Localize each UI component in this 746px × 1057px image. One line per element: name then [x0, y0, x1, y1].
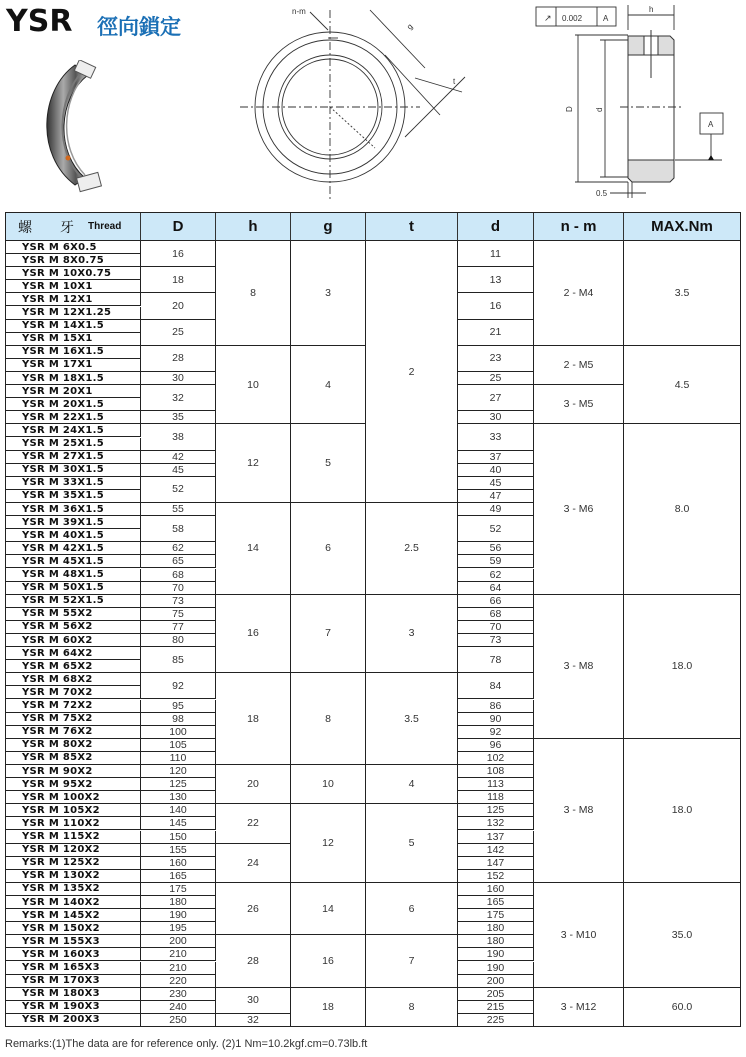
cell-h: 8 [216, 241, 291, 346]
cell-d: 47 [458, 490, 534, 503]
thread-cell: YSR M 72X2 [6, 700, 141, 713]
thread-cell: YSR M 145X2 [6, 909, 141, 922]
thread-cell: YSR M 95X2 [6, 778, 141, 791]
thread-cell: YSR M 64X2 [6, 647, 141, 660]
cell-g: 10 [291, 765, 366, 804]
cell-D: 165 [141, 870, 216, 883]
cell-d: 205 [458, 988, 534, 1001]
cell-d: 37 [458, 451, 534, 464]
cell-d: 90 [458, 713, 534, 726]
cell-nm: 3 - M5 [534, 385, 624, 424]
thread-cell: YSR M 85X2 [6, 752, 141, 765]
cell-D: 55 [141, 503, 216, 516]
cell-D: 98 [141, 713, 216, 726]
cell-d: 180 [458, 922, 534, 935]
thread-cell: YSR M 76X2 [6, 726, 141, 739]
cell-d: 30 [458, 411, 534, 424]
cell-D: 200 [141, 935, 216, 948]
thread-cell: YSR M 190X3 [6, 1001, 141, 1014]
cell-g: 18 [291, 988, 366, 1027]
thread-cell: YSR M 42X1.5 [6, 542, 141, 555]
cell-g: 8 [291, 673, 366, 765]
thread-label-en: Thread [88, 221, 122, 232]
cell-d: 25 [458, 372, 534, 385]
cell-D: 145 [141, 817, 216, 830]
cell-h: 32 [216, 1014, 291, 1027]
cell-D: 220 [141, 975, 216, 988]
cell-D: 42 [141, 451, 216, 464]
cell-D: 180 [141, 896, 216, 909]
thread-label-cn: 螺 牙 [18, 218, 74, 235]
thread-cell: YSR M 33X1.5 [6, 477, 141, 490]
cell-d: 165 [458, 896, 534, 909]
cell-d: 225 [458, 1014, 534, 1027]
thread-cell: YSR M 105X2 [6, 804, 141, 817]
thread-cell: YSR M 80X2 [6, 739, 141, 752]
cell-d: 16 [458, 293, 534, 319]
cell-D: 28 [141, 346, 216, 372]
cell-t: 2 [366, 241, 458, 503]
cell-D: 150 [141, 831, 216, 844]
thread-cell: YSR M 115X2 [6, 831, 141, 844]
cell-D: 95 [141, 700, 216, 713]
cell-d: 66 [458, 595, 534, 608]
thread-cell: YSR M 200X3 [6, 1014, 141, 1027]
cell-D: 100 [141, 726, 216, 739]
thread-cell: YSR M 27X1.5 [6, 451, 141, 464]
cell-d: 190 [458, 948, 534, 961]
cell-D: 85 [141, 647, 216, 673]
thread-cell: YSR M 25X1.5 [6, 438, 141, 451]
cell-d: 160 [458, 883, 534, 896]
cell-D: 140 [141, 804, 216, 817]
product-subtitle: 徑向鎖定 [97, 15, 181, 39]
cell-D: 92 [141, 673, 216, 699]
cell-d: 13 [458, 267, 534, 293]
cell-max: 18.0 [624, 595, 740, 739]
thread-cell: YSR M 24X1.5 [6, 424, 141, 437]
tolerance-value: 0.002 [562, 14, 583, 23]
cell-t: 6 [366, 883, 458, 935]
datum-A-label: A [708, 120, 714, 129]
thread-cell: YSR M 45X1.5 [6, 555, 141, 568]
cell-D: 62 [141, 542, 216, 555]
cell-d: 108 [458, 765, 534, 778]
thread-cell: YSR M 40X1.5 [6, 529, 141, 542]
dim-d-label: d [595, 107, 604, 112]
cell-D: 80 [141, 634, 216, 647]
cell-d: 45 [458, 477, 534, 490]
cell-h: 16 [216, 595, 291, 674]
cell-d: 96 [458, 739, 534, 752]
cell-D: 68 [141, 569, 216, 582]
tolerance-datum: A [603, 14, 609, 23]
cell-D: 32 [141, 385, 216, 411]
cell-D: 25 [141, 320, 216, 346]
cell-h: 10 [216, 346, 291, 425]
front-view-diagram [240, 0, 490, 205]
cell-h: 30 [216, 988, 291, 1014]
product-code: YSR [6, 4, 73, 39]
cell-nm: 3 - M10 [534, 883, 624, 988]
side-view-diagram [500, 0, 746, 205]
cell-d: 118 [458, 791, 534, 804]
cell-t: 8 [366, 988, 458, 1027]
cell-D: 120 [141, 765, 216, 778]
thread-cell: YSR M 60X2 [6, 634, 141, 647]
thread-cell: YSR M 50X1.5 [6, 582, 141, 595]
thread-cell: YSR M 15X1 [6, 333, 141, 346]
cell-D: 240 [141, 1001, 216, 1014]
cell-max: 4.5 [624, 346, 740, 425]
cell-d: 180 [458, 935, 534, 948]
thread-cell: YSR M 155X3 [6, 935, 141, 948]
cell-h: 26 [216, 883, 291, 935]
cell-nm: 3 - M6 [534, 424, 624, 594]
cell-h: 12 [216, 424, 291, 503]
thread-cell: YSR M 12X1 [6, 293, 141, 306]
column-header-g: g [291, 213, 366, 241]
cell-d: 86 [458, 700, 534, 713]
thread-cell: YSR M 18X1.5 [6, 372, 141, 385]
column-header-D: D [141, 213, 216, 241]
cell-D: 130 [141, 791, 216, 804]
thread-cell: YSR M 48X1.5 [6, 569, 141, 582]
cell-h: 28 [216, 935, 291, 987]
cell-D: 16 [141, 241, 216, 267]
cell-d: 33 [458, 424, 534, 450]
thread-cell: YSR M 180X3 [6, 988, 141, 1001]
cell-d: 64 [458, 582, 534, 595]
cell-D: 160 [141, 857, 216, 870]
dim-h-label: h [649, 5, 654, 14]
thread-cell: YSR M 12X1.25 [6, 307, 141, 320]
thread-cell: YSR M 90X2 [6, 765, 141, 778]
cell-d: 73 [458, 634, 534, 647]
cell-D: 75 [141, 608, 216, 621]
thread-cell: YSR M 100X2 [6, 791, 141, 804]
cell-d: 59 [458, 555, 534, 568]
thread-cell: YSR M 70X2 [6, 686, 141, 699]
cell-g: 3 [291, 241, 366, 346]
column-header-thread [6, 213, 141, 241]
remarks-note: Remarks:(1)The data are for reference only. (2)1 Nm=10.2kgf.cm=0.73lb.ft [5, 1038, 368, 1050]
cell-d: 70 [458, 621, 534, 634]
cell-D: 105 [141, 739, 216, 752]
column-header-d: d [458, 213, 534, 241]
thread-cell: YSR M 10X0.75 [6, 267, 141, 280]
cell-nm: 2 - M5 [534, 346, 624, 385]
thread-cell: YSR M 36X1.5 [6, 503, 141, 516]
label-n-m: n-m [292, 7, 306, 16]
thread-cell: YSR M 39X1.5 [6, 516, 141, 529]
thread-cell: YSR M 30X1.5 [6, 464, 141, 477]
cell-max: 18.0 [624, 739, 740, 883]
cell-t: 7 [366, 935, 458, 987]
cell-D: 110 [141, 752, 216, 765]
thread-cell: YSR M 165X3 [6, 962, 141, 975]
cell-g: 4 [291, 346, 366, 425]
cell-D: 70 [141, 582, 216, 595]
cell-D: 175 [141, 883, 216, 896]
cell-g: 7 [291, 595, 366, 674]
cell-d: 132 [458, 817, 534, 830]
cell-D: 65 [141, 555, 216, 568]
column-header-t: t [366, 213, 458, 241]
cell-D: 210 [141, 948, 216, 961]
cell-d: 175 [458, 909, 534, 922]
label-g: g [405, 21, 415, 32]
cell-D: 155 [141, 844, 216, 857]
cell-d: 200 [458, 975, 534, 988]
cell-D: 77 [141, 621, 216, 634]
thread-cell: YSR M 68X2 [6, 673, 141, 686]
cell-max: 35.0 [624, 883, 740, 988]
thread-cell: YSR M 6X0.5 [6, 241, 141, 254]
cell-D: 30 [141, 372, 216, 385]
cell-t: 5 [366, 804, 458, 883]
cell-d: 152 [458, 870, 534, 883]
cell-D: 18 [141, 267, 216, 293]
thread-cell: YSR M 14X1.5 [6, 320, 141, 333]
cell-g: 14 [291, 883, 366, 935]
cell-h: 24 [216, 844, 291, 883]
thread-cell: YSR M 8X0.75 [6, 254, 141, 267]
thread-cell: YSR M 140X2 [6, 896, 141, 909]
cell-t: 2.5 [366, 503, 458, 595]
column-header-nm: n - m [534, 213, 624, 241]
cell-d: 215 [458, 1001, 534, 1014]
column-header-h: h [216, 213, 291, 241]
cell-d: 113 [458, 778, 534, 791]
cell-D: 230 [141, 988, 216, 1001]
cell-h: 22 [216, 804, 291, 843]
cell-g: 16 [291, 935, 366, 987]
cell-nm: 3 - M8 [534, 595, 624, 739]
dim-D-label: D [565, 106, 574, 112]
thread-cell: YSR M 160X3 [6, 948, 141, 961]
runout-icon: ↗ [544, 13, 552, 23]
cell-max: 3.5 [624, 241, 740, 346]
cell-d: 142 [458, 844, 534, 857]
offset-label: 0.5 [596, 189, 608, 198]
cell-nm: 3 - M12 [534, 988, 624, 1027]
thread-cell: YSR M 170X3 [6, 975, 141, 988]
cell-d: 68 [458, 608, 534, 621]
cell-D: 210 [141, 962, 216, 975]
cell-D: 38 [141, 424, 216, 450]
cell-d: 21 [458, 320, 534, 346]
cell-D: 20 [141, 293, 216, 319]
cell-h: 18 [216, 673, 291, 765]
cell-D: 125 [141, 778, 216, 791]
cell-g: 6 [291, 503, 366, 595]
thread-cell: YSR M 110X2 [6, 817, 141, 830]
thread-cell: YSR M 10X1 [6, 280, 141, 293]
cell-d: 52 [458, 516, 534, 542]
thread-cell: YSR M 130X2 [6, 870, 141, 883]
thread-cell: YSR M 150X2 [6, 922, 141, 935]
cell-d: 56 [458, 542, 534, 555]
thread-cell: YSR M 20X1 [6, 385, 141, 398]
thread-cell: YSR M 52X1.5 [6, 595, 141, 608]
cell-d: 125 [458, 804, 534, 817]
cell-d: 102 [458, 752, 534, 765]
cell-t: 3.5 [366, 673, 458, 765]
cell-nm: 3 - M8 [534, 739, 624, 883]
cell-t: 3 [366, 595, 458, 674]
thread-cell: YSR M 22X1.5 [6, 411, 141, 424]
thread-cell: YSR M 20X1.5 [6, 398, 141, 411]
thread-cell: YSR M 56X2 [6, 621, 141, 634]
cell-D: 190 [141, 909, 216, 922]
cell-d: 190 [458, 962, 534, 975]
thread-cell: YSR M 55X2 [6, 608, 141, 621]
thread-cell: YSR M 125X2 [6, 857, 141, 870]
cell-D: 250 [141, 1014, 216, 1027]
thread-cell: YSR M 135X2 [6, 883, 141, 896]
cell-d: 27 [458, 385, 534, 411]
cell-d: 78 [458, 647, 534, 673]
label-t: t [453, 77, 456, 86]
cell-D: 195 [141, 922, 216, 935]
column-header-max: MAX.Nm [624, 213, 740, 241]
cell-d: 40 [458, 464, 534, 477]
cell-max: 8.0 [624, 424, 740, 594]
cell-d: 62 [458, 569, 534, 582]
cell-max: 60.0 [671, 1001, 693, 1014]
cell-g: 5 [291, 424, 366, 503]
cell-D: 58 [141, 516, 216, 542]
thread-cell: YSR M 16X1.5 [6, 346, 141, 359]
cell-d: 147 [458, 857, 534, 870]
cell-d: 23 [458, 346, 534, 372]
cell-g: 12 [291, 804, 366, 883]
thread-cell: YSR M 65X2 [6, 660, 141, 673]
product-photo [30, 60, 130, 200]
thread-cell: YSR M 35X1.5 [6, 490, 141, 503]
thread-cell: YSR M 17X1 [6, 359, 141, 372]
cell-d: 137 [458, 831, 534, 844]
cell-D: 73 [141, 595, 216, 608]
cell-d: 84 [458, 673, 534, 699]
cell-t: 4 [366, 765, 458, 804]
spec-table [5, 212, 741, 1027]
cell-h: 20 [216, 765, 291, 804]
cell-nm: 2 - M4 [534, 241, 624, 346]
thread-cell: YSR M 75X2 [6, 713, 141, 726]
cell-d: 92 [458, 726, 534, 739]
thread-cell: YSR M 120X2 [6, 844, 141, 857]
cell-D: 52 [141, 477, 216, 503]
cell-D: 35 [141, 411, 216, 424]
cell-h: 14 [216, 503, 291, 595]
cell-d: 49 [458, 503, 534, 516]
cell-D: 45 [141, 464, 216, 477]
cell-d: 11 [458, 241, 534, 267]
